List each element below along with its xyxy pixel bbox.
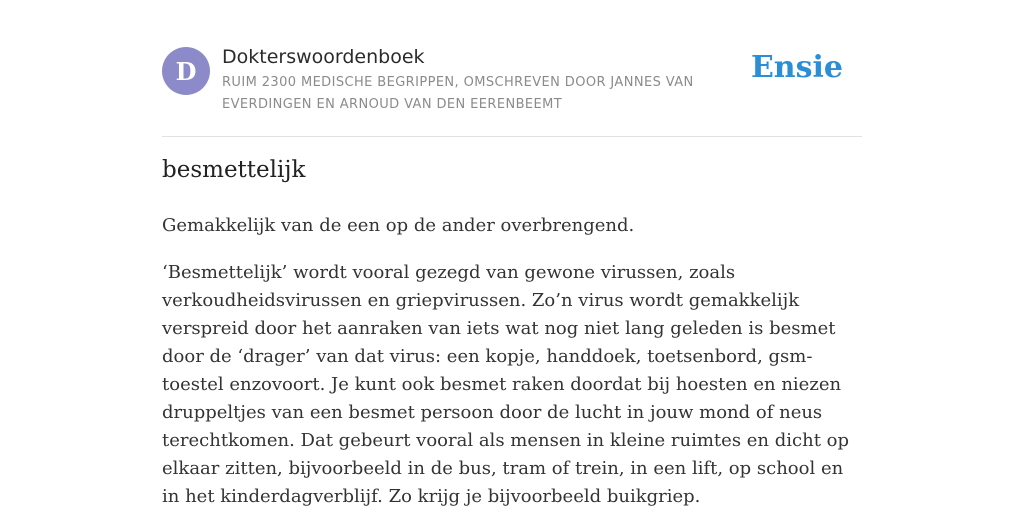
dictionary-avatar[interactable]: D — [162, 47, 210, 95]
ensie-logo[interactable]: Ensie — [750, 50, 843, 85]
entry-definition: Gemakkelijk van de een op de ander overbrengend. — [162, 215, 635, 236]
entry-explanation: ‘Besmettelijk’ wordt vooral gezegd van gewone virussen, zoals verkoudheidsvirussen en griepvirussen. Zo’n virus wordt gemakkelijk verspreid door het aanraken van iets wat nog niet lang geleden is besmet door de ‘drager’ van dat virus: een kopje, handdoek, toetsenbord, gsm-toestel enzovoort. Je kunt ook besmet raken doordat bij hoesten en niezen druppeltjes van een besmet persoon door de lucht in jouw mond of neus terechtkomen. Dat gebeurt vooral als mensen in kleine ruimtes en dicht op elkaar zitten, bijvoorbeeld in de bus, tram of trein, in een lift, op school en in het kinderdagverblijf. Zo krijg je bijvoorbeeld buikgriep. — [162, 262, 850, 507]
dictionary-header — [162, 44, 862, 137]
dictionary-title[interactable]: Dokterswoordenboek — [222, 46, 425, 68]
entry-term: besmettelijk — [162, 157, 306, 183]
dictionary-subtitle: RUIM 2300 MEDISCHE BEGRIPPEN, OMSCHREVEN DOOR JANNES VAN EVERDINGEN EN ARNOUD VAN DEN EERENBEEMT — [222, 75, 694, 112]
